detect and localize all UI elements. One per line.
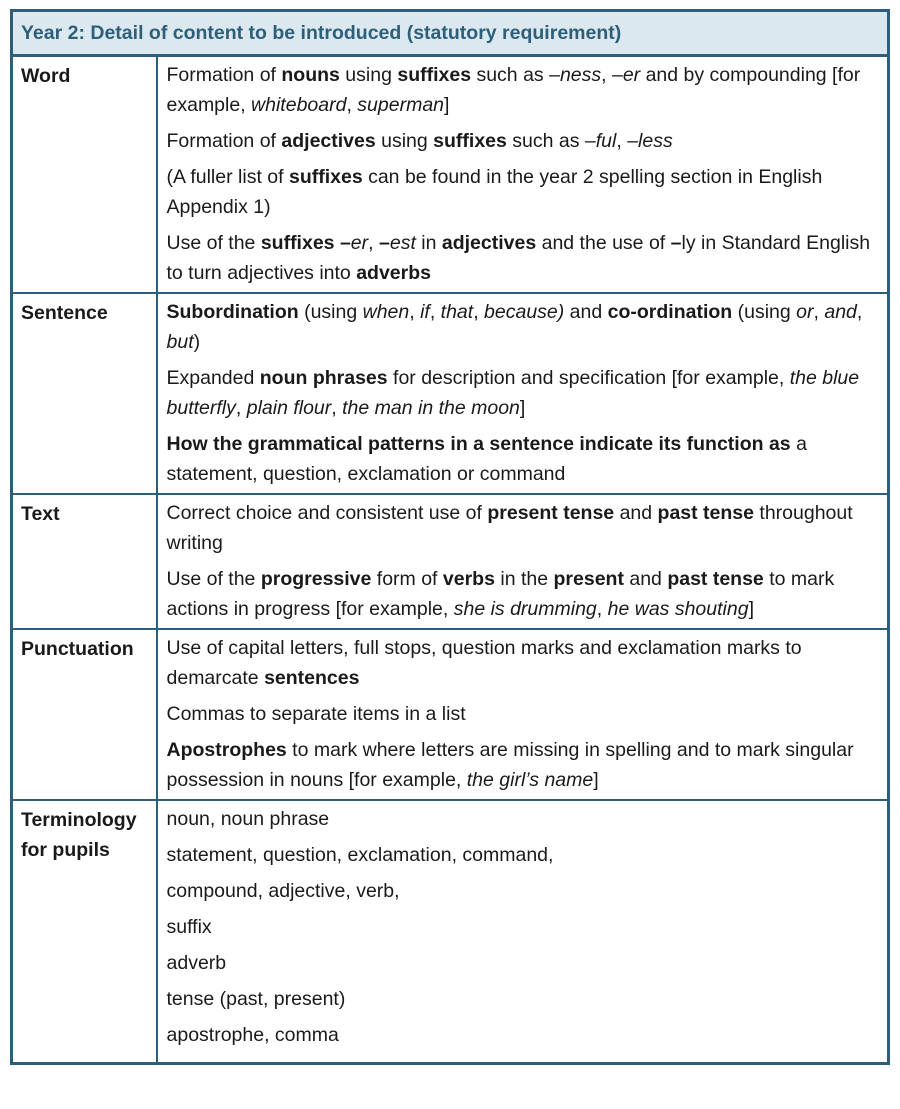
text-segment: for description and specification [for example, bbox=[387, 367, 790, 389]
text-segment: , bbox=[409, 301, 421, 323]
text-segment: co-ordination bbox=[607, 301, 733, 323]
text-segment: progressive bbox=[260, 568, 372, 590]
content-paragraph bbox=[167, 429, 882, 489]
text-segment: in bbox=[415, 232, 442, 254]
row-label: Text bbox=[12, 494, 157, 629]
text-segment: , bbox=[368, 232, 379, 254]
text-segment: , bbox=[429, 301, 441, 323]
text-segment: using bbox=[339, 64, 398, 86]
content-paragraph bbox=[167, 912, 882, 942]
content-paragraph bbox=[167, 948, 882, 978]
text-segment: using bbox=[375, 130, 434, 152]
text-segment: Subordination bbox=[166, 301, 299, 323]
content-paragraph bbox=[167, 735, 882, 795]
text-segment: to mark where letters are missing in spelling and to mark singular possession in nouns [for example, bbox=[166, 739, 854, 791]
row-content bbox=[157, 56, 889, 294]
content-paragraph bbox=[167, 126, 882, 156]
text-segment: suffixes bbox=[260, 232, 335, 254]
content-paragraph bbox=[167, 228, 882, 288]
text-segment: noun phrases bbox=[259, 367, 388, 389]
text-segment: he was shouting bbox=[607, 598, 749, 620]
text-segment: plain flour bbox=[246, 397, 332, 419]
text-segment: ly in Standard English to turn adjectives into bbox=[166, 232, 871, 284]
text-segment: and bbox=[564, 301, 608, 323]
text-segment: statement, question, exclamation, command, bbox=[166, 844, 554, 866]
content-paragraph bbox=[167, 699, 882, 729]
row-label: Terminology for pupils bbox=[12, 800, 157, 1064]
text-segment: suffixes bbox=[433, 130, 507, 152]
row-content bbox=[157, 293, 889, 494]
text-segment: she is drumming bbox=[453, 598, 597, 620]
text-segment: ] bbox=[519, 397, 526, 419]
text-segment: Formation of bbox=[166, 64, 282, 86]
text-segment: form of bbox=[371, 568, 443, 590]
text-segment: superman bbox=[357, 94, 445, 116]
text-segment: ] bbox=[444, 94, 450, 116]
row-label: Sentence bbox=[12, 293, 157, 494]
text-segment: ful bbox=[595, 130, 617, 152]
text-segment: the girl’s name bbox=[466, 769, 594, 791]
text-segment: Formation of bbox=[166, 130, 282, 152]
text-segment: Use of the bbox=[166, 568, 261, 590]
text-segment: tense (past, present) bbox=[166, 988, 346, 1010]
text-segment: suffixes bbox=[397, 64, 472, 86]
text-segment: but bbox=[166, 331, 194, 353]
text-segment: – bbox=[670, 232, 682, 254]
text-segment: verbs bbox=[442, 568, 495, 590]
content-table bbox=[10, 9, 890, 1065]
content-paragraph bbox=[167, 876, 882, 906]
text-segment: – bbox=[378, 232, 390, 254]
text-segment: Use of the bbox=[166, 232, 261, 254]
text-segment: Commas to separate items in a list bbox=[166, 703, 466, 725]
text-segment: adjectives bbox=[281, 130, 376, 152]
text-segment: est bbox=[389, 232, 416, 254]
text-segment: because) bbox=[484, 301, 565, 323]
text-segment: if bbox=[420, 301, 430, 323]
text-segment: , – bbox=[601, 64, 623, 86]
text-segment: compound, adjective, verb, bbox=[166, 880, 400, 902]
table-title: Year 2: Detail of content to be introduced (statutory requirement) bbox=[12, 11, 889, 56]
table-row bbox=[12, 494, 889, 629]
text-segment: suffix bbox=[166, 916, 212, 938]
content-paragraph bbox=[167, 840, 882, 870]
text-segment: to mark actions in progress [for example, bbox=[166, 568, 835, 620]
row-label: Word bbox=[12, 56, 157, 294]
text-segment: can be found in the year 2 spelling section in English Appendix 1) bbox=[166, 166, 823, 218]
text-segment: and bbox=[824, 301, 857, 323]
content-paragraph bbox=[167, 60, 882, 120]
text-segment: , bbox=[473, 301, 485, 323]
text-segment: nouns bbox=[281, 64, 340, 86]
content-paragraph bbox=[167, 564, 882, 624]
text-segment: sentences bbox=[264, 667, 360, 689]
text-segment: throughout writing bbox=[166, 502, 853, 554]
text-segment: present bbox=[553, 568, 624, 590]
text-segment: ] bbox=[593, 769, 599, 791]
text-segment: past tense bbox=[667, 568, 764, 590]
text-segment: , bbox=[235, 397, 247, 419]
text-segment: and bbox=[614, 502, 658, 524]
text-segment: present tense bbox=[487, 502, 615, 524]
text-segment: less bbox=[638, 130, 673, 152]
text-segment: such as – bbox=[471, 64, 560, 86]
table-row bbox=[12, 800, 889, 1064]
text-segment: Use of capital letters, full stops, question marks and exclamation marks to demarcate bbox=[166, 637, 802, 689]
text-segment: , – bbox=[616, 130, 639, 152]
text-segment: the blue butterfly bbox=[166, 367, 860, 419]
text-segment: apostrophe, comma bbox=[166, 1024, 339, 1046]
text-segment: er bbox=[350, 232, 369, 254]
table-body bbox=[12, 56, 889, 1064]
content-paragraph bbox=[167, 633, 882, 693]
text-segment: or bbox=[796, 301, 814, 323]
text-segment: Correct choice and consistent use of bbox=[166, 502, 488, 524]
text-segment: that bbox=[440, 301, 474, 323]
text-segment: , bbox=[813, 301, 825, 323]
text-segment: , bbox=[331, 397, 343, 419]
text-segment: when bbox=[362, 301, 410, 323]
text-segment: whiteboard bbox=[251, 94, 347, 116]
text-segment: (using bbox=[732, 301, 797, 323]
content-paragraph bbox=[167, 297, 882, 357]
text-segment: and bbox=[623, 568, 668, 590]
text-segment: ness bbox=[559, 64, 602, 86]
text-segment: in the bbox=[494, 568, 554, 590]
text-segment: , bbox=[346, 94, 358, 116]
text-segment: and the use of bbox=[536, 232, 671, 254]
text-segment: the man in the moon bbox=[342, 397, 520, 419]
table-row bbox=[12, 56, 889, 294]
text-segment: noun, noun phrase bbox=[166, 808, 330, 830]
content-paragraph bbox=[167, 804, 882, 834]
content-paragraph bbox=[167, 984, 882, 1014]
text-segment: past tense bbox=[657, 502, 754, 524]
text-segment: and by compounding [for example, bbox=[166, 64, 861, 116]
content-paragraph bbox=[167, 498, 882, 558]
text-segment: adverb bbox=[166, 952, 227, 974]
text-segment: ) bbox=[193, 331, 201, 353]
table-row bbox=[12, 293, 889, 494]
table-header-row bbox=[12, 11, 889, 56]
text-segment: suffixes bbox=[288, 166, 363, 188]
table-row bbox=[12, 629, 889, 800]
content-paragraph bbox=[167, 162, 882, 222]
text-segment: adverbs bbox=[356, 262, 431, 284]
text-segment: adjectives bbox=[441, 232, 537, 254]
row-label: Punctuation bbox=[12, 629, 157, 800]
content-paragraph bbox=[167, 363, 882, 423]
row-content bbox=[157, 629, 889, 800]
text-segment: How the grammatical patterns in a sentence indicate its function as bbox=[166, 433, 791, 455]
text-segment: er bbox=[622, 64, 641, 86]
text-segment: a statement, question, exclamation or command bbox=[166, 433, 807, 485]
text-segment: such as – bbox=[506, 130, 596, 152]
text-segment: (A fuller list of bbox=[166, 166, 289, 188]
text-segment: , bbox=[856, 301, 863, 323]
text-segment: ] bbox=[748, 598, 754, 620]
text-segment: – bbox=[339, 232, 351, 254]
text-segment: (using bbox=[298, 301, 363, 323]
text-segment: , bbox=[596, 598, 608, 620]
content-paragraph bbox=[167, 1020, 882, 1050]
row-content bbox=[157, 494, 889, 629]
row-content bbox=[157, 800, 889, 1064]
text-segment: Apostrophes bbox=[166, 739, 287, 761]
text-segment: Expanded bbox=[166, 367, 260, 389]
